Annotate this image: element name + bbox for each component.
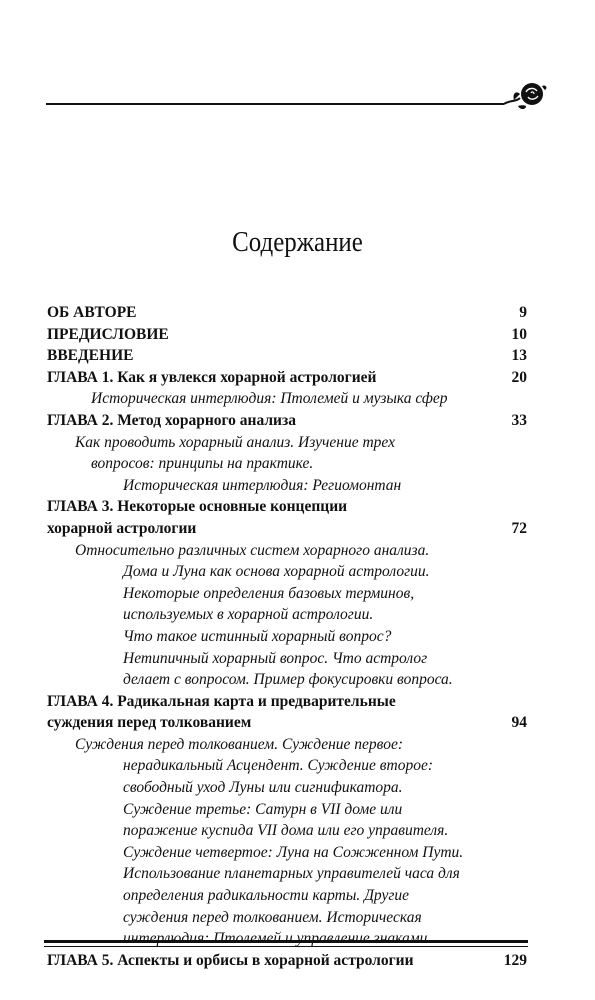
- toc-entry-title: ВВЕДЕНИЕ: [47, 347, 134, 365]
- table-of-contents: [47, 302, 527, 971]
- toc-subentry: суждения перед толкованием. Историческая: [123, 908, 422, 926]
- toc-subentry: Суждения перед толкованием. Суждение первое:: [75, 735, 403, 753]
- toc-subentry: Историческая интерлюдия: Региомонтан: [123, 476, 402, 494]
- toc-entry-title: ГЛАВА 2. Метод хорарного анализа: [47, 411, 296, 429]
- toc-subentry: Относительно различных систем хорарного анализа.: [75, 541, 430, 559]
- toc-entry-page: 13: [511, 347, 527, 365]
- toc-subentry: Нетипичный хорарный вопрос. Что астролог: [123, 649, 428, 667]
- toc-entry-title: суждения перед толкованием: [47, 714, 252, 732]
- toc-subentry: делает с вопросом. Пример фокусировки вопроса.: [123, 671, 453, 689]
- toc-entry-title: ГЛАВА 5. Аспекты и орбисы в хорарной астрологии: [47, 951, 414, 969]
- toc-subentry: свободный уход Луны или сигнификатора.: [123, 779, 403, 797]
- toc-entry-page: 129: [503, 951, 527, 969]
- toc-subentry: определения радикальности карты. Другие: [123, 887, 410, 905]
- toc-entry-title: ГЛАВА 1. Как я увлекся хорарной астрологией: [47, 368, 377, 386]
- toc-entry-title: хорарной астрологии: [47, 519, 197, 537]
- toc-entry[interactable]: [47, 302, 527, 324]
- toc-entry-page: 72: [511, 519, 527, 537]
- toc-subentry: Суждение третье: Сатурн в VII доме или: [123, 800, 403, 818]
- toc-entry[interactable]: [47, 410, 527, 432]
- toc-entry-page: 20: [511, 368, 527, 386]
- toc-subentry: нерадикальный Асцендент. Суждение второе:: [123, 757, 434, 775]
- toc-subentry: Историческая интерлюдия: Птолемей и музыка сфер: [91, 390, 448, 408]
- toc-entry-page: 9: [519, 304, 527, 321]
- toc-entry[interactable]: [47, 950, 527, 972]
- toc-entry-continued[interactable]: [47, 712, 527, 734]
- toc-entry-continued[interactable]: [47, 518, 527, 540]
- toc-entry[interactable]: [47, 691, 527, 713]
- toc-entry-title: ПРЕДИСЛОВИЕ: [47, 325, 169, 343]
- toc-subentry: Дома и Луна как основа хорарной астрологии.: [123, 563, 430, 581]
- toc-entry-page: 33: [511, 411, 527, 429]
- toc-subentry: Суждение четвертое: Луна на Сожженном Пути.: [123, 843, 464, 861]
- toc-subentry: Что такое истинный хорарный вопрос?: [123, 627, 392, 645]
- toc-subentry: Некоторые определения базовых терминов,: [123, 584, 415, 602]
- toc-subentry: интерлюдия: Птолемей и управление знаками: [123, 930, 428, 948]
- toc-entry-title: ОБ АВТОРЕ: [47, 304, 137, 321]
- toc-subentry: Как проводить хорарный анализ. Изучение трех: [75, 433, 395, 451]
- toc-subentry: используемых в хорарной астрологии.: [123, 606, 374, 624]
- toc-entry[interactable]: [47, 367, 527, 389]
- toc-subentry: поражение куспида VII дома или его управителя.: [123, 822, 449, 840]
- page-title: Содержание: [232, 226, 363, 258]
- toc-subentry: вопросов: принципы на практике.: [91, 455, 314, 473]
- bottom-rule: [44, 940, 528, 947]
- toc-entry[interactable]: [47, 324, 527, 346]
- toc-entry-title: ГЛАВА 3. Некоторые основные концепции: [47, 498, 348, 516]
- rose-icon: [502, 78, 550, 114]
- toc-entry[interactable]: [47, 345, 527, 367]
- toc-entry[interactable]: [47, 496, 527, 518]
- toc-entry-title: ГЛАВА 4. Радикальная карта и предварительные: [47, 692, 396, 710]
- toc-subentry: Использование планетарных управителей часа для: [123, 865, 460, 883]
- top-rule: [46, 103, 504, 105]
- toc-entry-page: 10: [511, 325, 527, 343]
- toc-entry-page: 94: [511, 714, 527, 732]
